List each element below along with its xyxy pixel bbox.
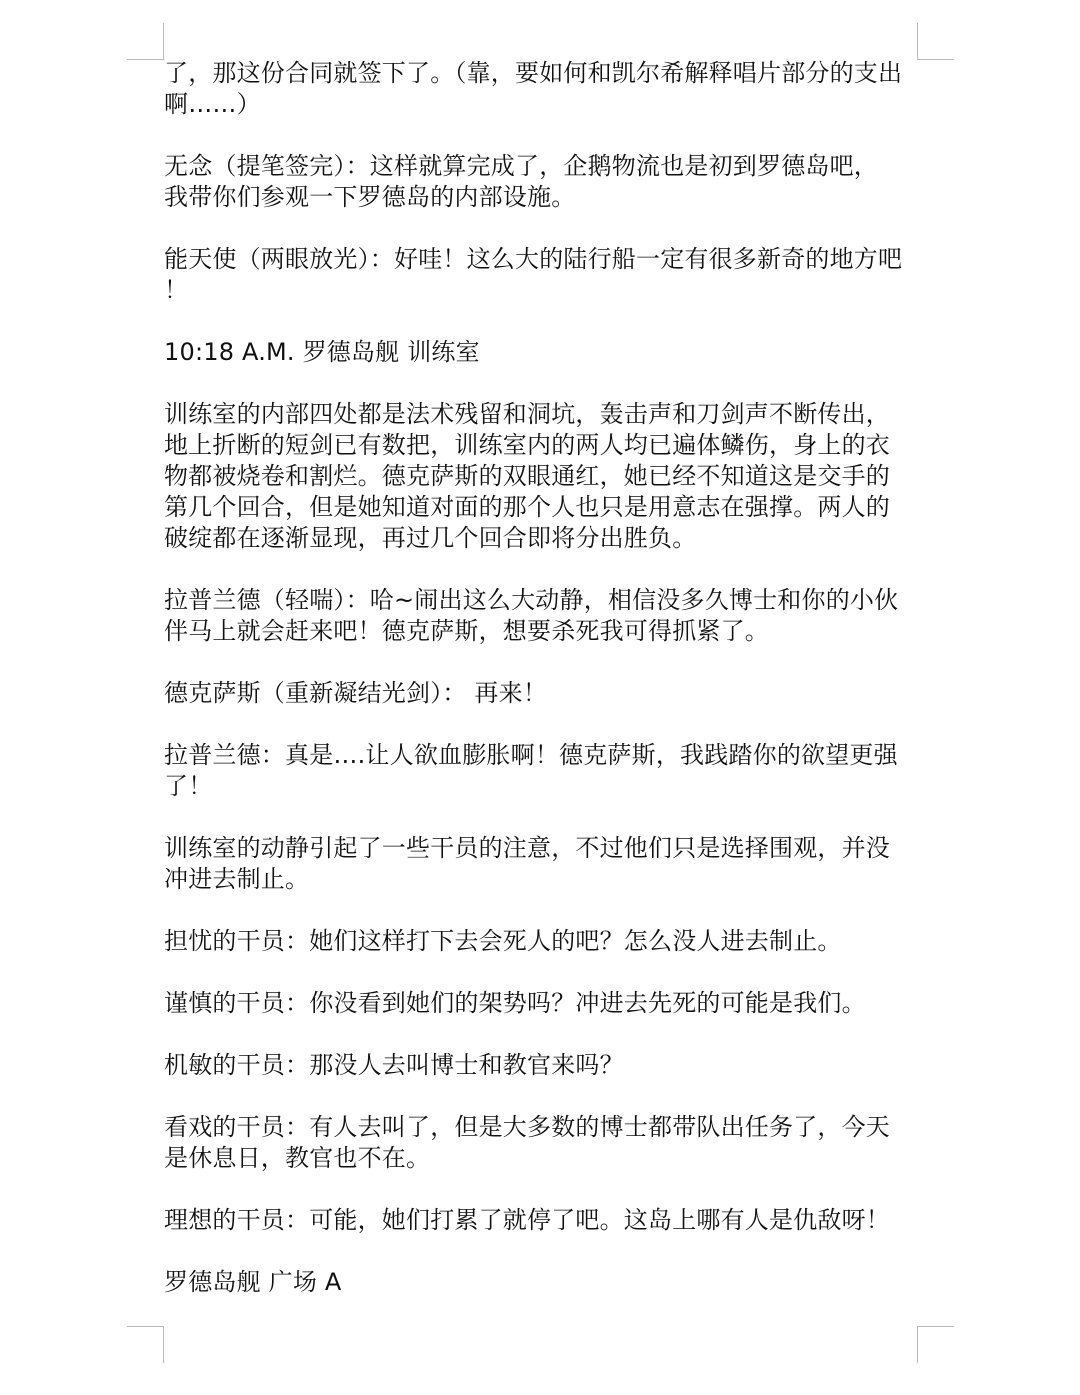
paragraph-spacer (164, 120, 920, 151)
paragraph (164, 926, 920, 957)
text-line: 能天使（两眼放光）：好哇！这么大的陆行船一定有很多新奇的地方吧 (164, 245, 903, 273)
paragraph (164, 678, 920, 709)
text-line: 担忧的干员：她们这样打下去会死人的吧？怎么没人进去制止。 (164, 927, 842, 955)
text-line: 第几个回合，但是她知道对面的那个人也只是用意志在强撑。两人的 (164, 493, 890, 521)
text-line: 拉普兰德（轻喘）：哈~闹出这么大动静，相信没多久博士和你的小伙 (164, 586, 899, 614)
paragraph (164, 151, 920, 213)
paragraph (164, 833, 920, 895)
text-line: ！ (164, 276, 189, 304)
paragraph (164, 1112, 920, 1174)
text-line: 德克萨斯（重新凝结光剑）： 再来！ (164, 679, 548, 707)
paragraph-spacer (164, 802, 920, 833)
paragraph (164, 399, 920, 554)
crop-mark-top-left (127, 23, 164, 60)
text-line: 拉普兰德：真是….让人欲血膨胀啊！德克萨斯，我践踏你的欲望更强 (164, 741, 898, 769)
paragraph (164, 740, 920, 802)
paragraph (164, 244, 920, 306)
document-body (164, 58, 920, 1298)
text-line: 冲进去制止。 (164, 865, 310, 893)
paragraph (164, 337, 920, 368)
text-line: 破绽都在逐渐显现，再过几个回合即将分出胜负。 (164, 524, 697, 552)
text-line: 看戏的干员：有人去叫了，但是大多数的博士都带队出任务了，今天 (164, 1113, 890, 1141)
paragraph-spacer (164, 647, 920, 678)
paragraph (164, 1050, 920, 1081)
paragraph-spacer (164, 554, 920, 585)
paragraph (164, 58, 920, 120)
text-line: 训练室的内部四处都是法术残留和洞坑，轰击声和刀剑声不断传出， (164, 400, 890, 428)
text-line: 谨慎的干员：你没看到她们的架势吗？冲进去先死的可能是我们。 (164, 989, 866, 1017)
text-line: 训练室的动静引起了一些干员的注意，不过他们只是选择围观，并没 (164, 834, 890, 862)
text-line: 物都被烧卷和割烂。德克萨斯的双眼通红，她已经不知道这是交手的 (164, 462, 890, 490)
paragraph (164, 1205, 920, 1236)
paragraph-spacer (164, 213, 920, 244)
text-line: 10:18 A.M. 罗德岛舰 训练室 (164, 338, 480, 366)
text-line: 罗德岛舰 广场 A (164, 1268, 342, 1296)
crop-mark-bottom-right (917, 1326, 954, 1363)
text-line: 是休息日，教官也不在。 (164, 1144, 431, 1172)
text-line: 伴马上就会赶来吧！德克萨斯，想要杀死我可得抓紧了。 (164, 617, 769, 645)
paragraph-spacer (164, 368, 920, 399)
crop-mark-bottom-left (127, 1326, 164, 1363)
text-line: 地上折断的短剑已有数把，训练室内的两人均已遍体鳞伤，身上的衣 (164, 431, 890, 459)
paragraph (164, 988, 920, 1019)
paragraph-spacer (164, 957, 920, 988)
text-line: 机敏的干员：那没人去叫博士和教官来吗？ (164, 1051, 624, 1079)
paragraph-spacer (164, 1019, 920, 1050)
text-line: 理想的干员：可能，她们打累了就停了吧。这岛上哪有人是仇敌呀！ (164, 1206, 890, 1234)
paragraph-spacer (164, 1081, 920, 1112)
paragraph (164, 585, 920, 647)
paragraph (164, 1267, 920, 1298)
paragraph-spacer (164, 306, 920, 337)
paragraph-spacer (164, 895, 920, 926)
crop-mark-top-right (917, 23, 954, 60)
text-line: 我带你们参观一下罗德岛的内部设施。 (164, 183, 576, 211)
paragraph-spacer (164, 1174, 920, 1205)
text-line: 了，那这份合同就签下了。（靠，要如何和凯尔希解释唱片部分的支出 (164, 59, 903, 87)
text-line: 无念（提笔签完）：这样就算完成了，企鹅物流也是初到罗德岛吧， (164, 152, 878, 180)
paragraph-spacer (164, 709, 920, 740)
text-line: 啊……） (164, 90, 261, 118)
paragraph-spacer (164, 1236, 920, 1267)
text-line: 了！ (164, 772, 213, 800)
